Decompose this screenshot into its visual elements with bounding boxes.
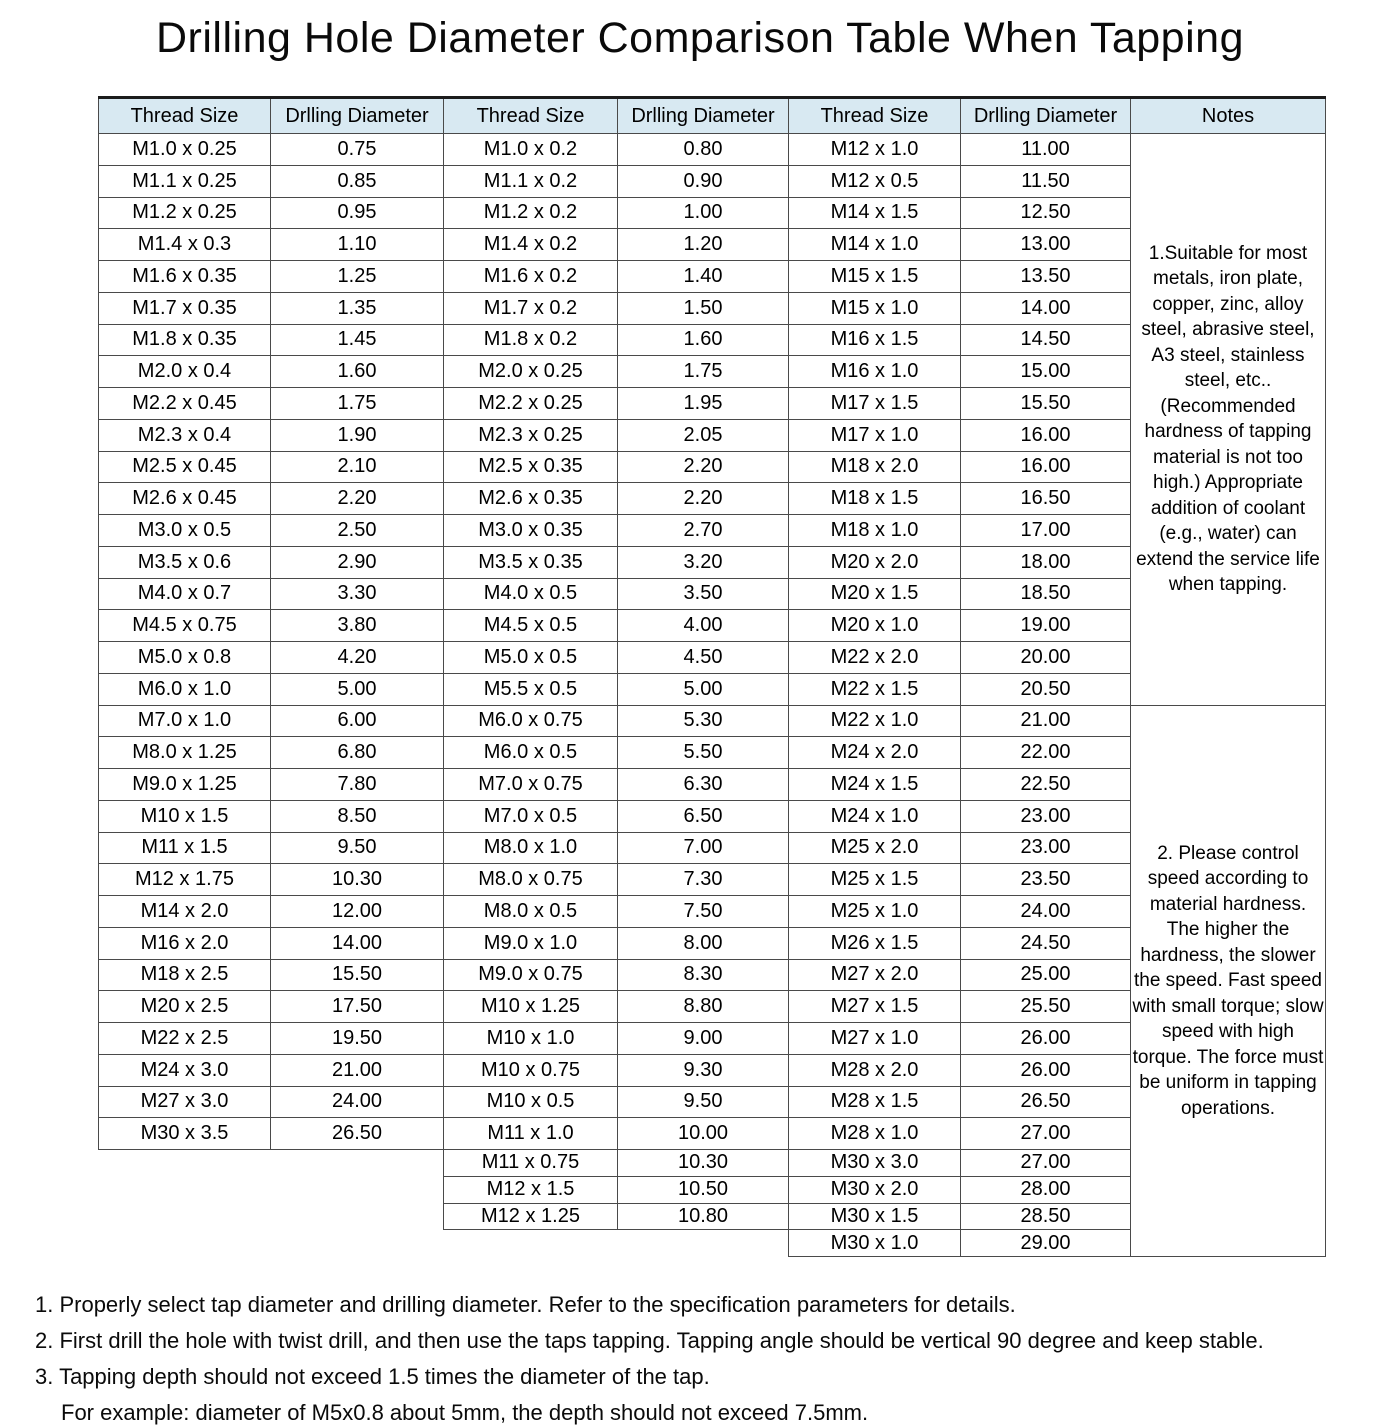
group1-thread-cell: M10 x 1.5 [99, 800, 271, 832]
group1-thread-cell: M12 x 1.75 [99, 864, 271, 896]
group3-drill-cell: 11.00 [961, 134, 1131, 166]
header-drilling-diameter-2: Drlling Diameter [618, 98, 789, 134]
group3-thread-cell: M26 x 1.5 [789, 927, 961, 959]
group1-thread-cell: M1.1 x 0.25 [99, 165, 271, 197]
group1-thread-cell: M1.8 x 0.35 [99, 324, 271, 356]
group3-thread-cell: M20 x 2.0 [789, 546, 961, 578]
group3-thread-cell: M25 x 1.0 [789, 896, 961, 928]
group2-thread-cell: M8.0 x 1.0 [444, 832, 618, 864]
group2-thread-cell: M2.0 x 0.25 [444, 356, 618, 388]
group2-thread-cell: M8.0 x 0.75 [444, 864, 618, 896]
group1-thread-cell: M5.0 x 0.8 [99, 642, 271, 674]
table-row [99, 134, 1326, 166]
group2-drill-cell: 10.80 [618, 1203, 789, 1230]
header-notes: Notes [1131, 98, 1326, 134]
group3-drill-cell: 23.00 [961, 800, 1131, 832]
group2-thread-cell: M2.3 x 0.25 [444, 419, 618, 451]
group2-thread-cell: M12 x 1.5 [444, 1176, 618, 1203]
group2-thread-cell: M1.1 x 0.2 [444, 165, 618, 197]
group2-thread-cell: M7.0 x 0.5 [444, 800, 618, 832]
group3-drill-cell: 28.50 [961, 1203, 1131, 1230]
group1-drill-cell: 1.60 [271, 356, 444, 388]
group3-drill-cell: 26.00 [961, 1023, 1131, 1055]
group3-thread-cell: M30 x 1.0 [789, 1230, 961, 1257]
group2-thread-cell: M1.0 x 0.2 [444, 134, 618, 166]
group2-thread-cell: M9.0 x 1.0 [444, 927, 618, 959]
group3-thread-cell: M15 x 1.0 [789, 292, 961, 324]
header-thread-size-1: Thread Size [99, 98, 271, 134]
group1-thread-cell: M7.0 x 1.0 [99, 705, 271, 737]
group2-drill-cell: 5.30 [618, 705, 789, 737]
group2-thread-cell: M11 x 1.0 [444, 1118, 618, 1150]
group1-thread-cell: M6.0 x 1.0 [99, 673, 271, 705]
group2-drill-cell: 2.05 [618, 419, 789, 451]
blank-cell [271, 1203, 444, 1230]
group3-thread-cell: M24 x 1.5 [789, 769, 961, 801]
group3-drill-cell: 15.50 [961, 388, 1131, 420]
group2-thread-cell: M2.2 x 0.25 [444, 388, 618, 420]
footer-note-3: 3. Tapping depth should not exceed 1.5 times the diameter of the tap. [35, 1364, 710, 1390]
group3-drill-cell: 20.50 [961, 673, 1131, 705]
group3-drill-cell: 14.00 [961, 292, 1131, 324]
group3-thread-cell: M28 x 1.5 [789, 1086, 961, 1118]
group3-drill-cell: 26.00 [961, 1054, 1131, 1086]
group3-drill-cell: 21.00 [961, 705, 1131, 737]
group2-drill-cell: 2.20 [618, 483, 789, 515]
notes-cell-2: 2. Please control speed according to material hardness. The higher the hardness, the slower the speed. Fast speed with small torque; slow speed with high torque. The force must be uniform in tapping operations. [1131, 705, 1326, 1257]
group1-drill-cell: 12.00 [271, 896, 444, 928]
group3-thread-cell: M24 x 1.0 [789, 800, 961, 832]
group3-thread-cell: M20 x 1.0 [789, 610, 961, 642]
group1-drill-cell: 1.25 [271, 261, 444, 293]
group2-drill-cell: 0.80 [618, 134, 789, 166]
group2-drill-cell: 8.00 [618, 927, 789, 959]
group2-thread-cell: M6.0 x 0.75 [444, 705, 618, 737]
group1-thread-cell: M2.2 x 0.45 [99, 388, 271, 420]
footer-note-3-example: For example: diameter of M5x0.8 about 5mm, the depth should not exceed 7.5mm. [61, 1400, 869, 1425]
group1-drill-cell: 1.10 [271, 229, 444, 261]
header-drilling-diameter-1: Drlling Diameter [271, 98, 444, 134]
group2-thread-cell: M8.0 x 0.5 [444, 896, 618, 928]
group3-drill-cell: 27.00 [961, 1118, 1131, 1150]
footer-note-1: 1. Properly select tap diameter and drilling diameter. Refer to the specification parameters for details. [35, 1292, 1016, 1318]
group3-thread-cell: M16 x 1.5 [789, 324, 961, 356]
group3-thread-cell: M25 x 1.5 [789, 864, 961, 896]
group3-drill-cell: 18.00 [961, 546, 1131, 578]
group3-drill-cell: 25.00 [961, 959, 1131, 991]
group2-thread-cell: M5.0 x 0.5 [444, 642, 618, 674]
group2-drill-cell: 2.20 [618, 451, 789, 483]
group2-drill-cell: 10.30 [618, 1150, 789, 1177]
table-row [99, 705, 1326, 737]
group3-thread-cell: M14 x 1.5 [789, 197, 961, 229]
group1-drill-cell: 2.20 [271, 483, 444, 515]
group1-thread-cell: M24 x 3.0 [99, 1054, 271, 1086]
group3-thread-cell: M20 x 1.5 [789, 578, 961, 610]
blank-cell [99, 1150, 271, 1177]
group1-drill-cell: 1.35 [271, 292, 444, 324]
group1-drill-cell: 3.80 [271, 610, 444, 642]
group2-drill-cell: 1.95 [618, 388, 789, 420]
table-header-row [99, 98, 1326, 134]
blank-cell [99, 1230, 271, 1257]
group3-thread-cell: M18 x 1.5 [789, 483, 961, 515]
group2-thread-cell: M10 x 1.0 [444, 1023, 618, 1055]
group1-thread-cell: M27 x 3.0 [99, 1086, 271, 1118]
group3-thread-cell: M14 x 1.0 [789, 229, 961, 261]
group3-thread-cell: M30 x 1.5 [789, 1203, 961, 1230]
group2-thread-cell: M2.6 x 0.35 [444, 483, 618, 515]
group3-drill-cell: 23.50 [961, 864, 1131, 896]
group2-drill-cell: 10.00 [618, 1118, 789, 1150]
group2-drill-cell: 7.00 [618, 832, 789, 864]
group2-drill-cell: 4.50 [618, 642, 789, 674]
header-thread-size-2: Thread Size [444, 98, 618, 134]
group1-drill-cell: 3.30 [271, 578, 444, 610]
group2-thread-cell: M2.5 x 0.35 [444, 451, 618, 483]
group1-thread-cell: M1.4 x 0.3 [99, 229, 271, 261]
group3-drill-cell: 16.00 [961, 451, 1131, 483]
group2-thread-cell: M10 x 0.75 [444, 1054, 618, 1086]
group3-drill-cell: 20.00 [961, 642, 1131, 674]
group1-drill-cell: 26.50 [271, 1118, 444, 1150]
group2-drill-cell: 8.30 [618, 959, 789, 991]
group1-thread-cell: M9.0 x 1.25 [99, 769, 271, 801]
group1-thread-cell: M18 x 2.5 [99, 959, 271, 991]
group1-drill-cell: 1.90 [271, 419, 444, 451]
group3-drill-cell: 15.00 [961, 356, 1131, 388]
group1-drill-cell: 2.50 [271, 515, 444, 547]
group1-drill-cell: 24.00 [271, 1086, 444, 1118]
group1-thread-cell: M1.2 x 0.25 [99, 197, 271, 229]
group3-thread-cell: M27 x 1.5 [789, 991, 961, 1023]
group1-drill-cell: 5.00 [271, 673, 444, 705]
footer-note-2: 2. First drill the hole with twist drill, and then use the taps tapping. Tapping angle should be vertical 90 degree and keep stable. [35, 1328, 1264, 1354]
group3-thread-cell: M24 x 2.0 [789, 737, 961, 769]
group2-thread-cell: M3.0 x 0.35 [444, 515, 618, 547]
header-thread-size-3: Thread Size [789, 98, 961, 134]
blank-cell [271, 1176, 444, 1203]
group1-thread-cell: M4.0 x 0.7 [99, 578, 271, 610]
group3-drill-cell: 24.50 [961, 927, 1131, 959]
group3-thread-cell: M27 x 2.0 [789, 959, 961, 991]
group2-drill-cell: 1.40 [618, 261, 789, 293]
group1-drill-cell: 6.00 [271, 705, 444, 737]
page [0, 14, 1400, 1425]
group3-thread-cell: M17 x 1.5 [789, 388, 961, 420]
group3-thread-cell: M22 x 1.5 [789, 673, 961, 705]
group3-drill-cell: 12.50 [961, 197, 1131, 229]
group2-drill-cell: 1.50 [618, 292, 789, 324]
group1-thread-cell: M8.0 x 1.25 [99, 737, 271, 769]
group3-thread-cell: M28 x 2.0 [789, 1054, 961, 1086]
group2-thread-cell: M6.0 x 0.5 [444, 737, 618, 769]
group3-thread-cell: M18 x 2.0 [789, 451, 961, 483]
group1-thread-cell: M1.6 x 0.35 [99, 261, 271, 293]
group1-thread-cell: M3.0 x 0.5 [99, 515, 271, 547]
group1-drill-cell: 4.20 [271, 642, 444, 674]
group1-thread-cell: M1.7 x 0.35 [99, 292, 271, 324]
group1-thread-cell: M22 x 2.5 [99, 1023, 271, 1055]
blank-cell [271, 1150, 444, 1177]
group3-thread-cell: M22 x 1.0 [789, 705, 961, 737]
group2-drill-cell: 1.20 [618, 229, 789, 261]
notes-cell-1: 1.Suitable for most metals, iron plate, copper, zinc, alloy steel, abrasive steel, A3 steel, stainless steel, etc..(Recommended hardness of tapping material is not too high.) Appropriate addition of coolant (e.g., water) can extend the service life when tapping. [1131, 134, 1326, 706]
group2-drill-cell: 3.20 [618, 546, 789, 578]
group2-drill-cell: 8.80 [618, 991, 789, 1023]
group2-drill-cell: 9.50 [618, 1086, 789, 1118]
group2-thread-cell: M11 x 0.75 [444, 1150, 618, 1177]
group1-drill-cell: 8.50 [271, 800, 444, 832]
group2-thread-cell: M3.5 x 0.35 [444, 546, 618, 578]
group2-thread-cell: M4.5 x 0.5 [444, 610, 618, 642]
group2-drill-cell: 9.00 [618, 1023, 789, 1055]
group1-drill-cell: 14.00 [271, 927, 444, 959]
blank-cell [271, 1230, 444, 1257]
group3-drill-cell: 28.00 [961, 1176, 1131, 1203]
group3-drill-cell: 19.00 [961, 610, 1131, 642]
group3-drill-cell: 16.50 [961, 483, 1131, 515]
group3-thread-cell: M27 x 1.0 [789, 1023, 961, 1055]
group1-drill-cell: 19.50 [271, 1023, 444, 1055]
group2-drill-cell: 4.00 [618, 610, 789, 642]
group2-drill-cell: 2.70 [618, 515, 789, 547]
group2-thread-cell: M10 x 0.5 [444, 1086, 618, 1118]
group1-thread-cell: M2.5 x 0.45 [99, 451, 271, 483]
group3-drill-cell: 13.50 [961, 261, 1131, 293]
group1-drill-cell: 0.85 [271, 165, 444, 197]
group1-thread-cell: M3.5 x 0.6 [99, 546, 271, 578]
group2-drill-cell: 3.50 [618, 578, 789, 610]
group1-thread-cell: M16 x 2.0 [99, 927, 271, 959]
group3-thread-cell: M12 x 0.5 [789, 165, 961, 197]
group2-thread-cell: M1.7 x 0.2 [444, 292, 618, 324]
group3-thread-cell: M25 x 2.0 [789, 832, 961, 864]
blank-cell [444, 1230, 618, 1257]
group2-drill-cell: 7.50 [618, 896, 789, 928]
group3-thread-cell: M28 x 1.0 [789, 1118, 961, 1150]
group1-drill-cell: 10.30 [271, 864, 444, 896]
group1-drill-cell: 1.75 [271, 388, 444, 420]
footer-notes [35, 1293, 1400, 1424]
group2-drill-cell: 6.30 [618, 769, 789, 801]
group3-drill-cell: 26.50 [961, 1086, 1131, 1118]
group3-drill-cell: 25.50 [961, 991, 1131, 1023]
group3-drill-cell: 23.00 [961, 832, 1131, 864]
group1-drill-cell: 2.90 [271, 546, 444, 578]
group3-thread-cell: M18 x 1.0 [789, 515, 961, 547]
blank-cell [618, 1230, 789, 1257]
group1-thread-cell: M2.0 x 0.4 [99, 356, 271, 388]
group1-drill-cell: 21.00 [271, 1054, 444, 1086]
group1-drill-cell: 2.10 [271, 451, 444, 483]
group3-drill-cell: 29.00 [961, 1230, 1131, 1257]
group3-thread-cell: M30 x 2.0 [789, 1176, 961, 1203]
group3-drill-cell: 27.00 [961, 1150, 1131, 1177]
blank-cell [99, 1176, 271, 1203]
group1-drill-cell: 17.50 [271, 991, 444, 1023]
group1-drill-cell: 9.50 [271, 832, 444, 864]
group1-thread-cell: M1.0 x 0.25 [99, 134, 271, 166]
group2-drill-cell: 10.50 [618, 1176, 789, 1203]
group2-thread-cell: M1.2 x 0.2 [444, 197, 618, 229]
group3-drill-cell: 17.00 [961, 515, 1131, 547]
group1-thread-cell: M2.6 x 0.45 [99, 483, 271, 515]
group3-drill-cell: 22.00 [961, 737, 1131, 769]
group3-drill-cell: 14.50 [961, 324, 1131, 356]
drilling-comparison-table [98, 96, 1326, 1257]
group2-drill-cell: 6.50 [618, 800, 789, 832]
group3-thread-cell: M15 x 1.5 [789, 261, 961, 293]
group3-thread-cell: M30 x 3.0 [789, 1150, 961, 1177]
group2-thread-cell: M4.0 x 0.5 [444, 578, 618, 610]
group3-drill-cell: 16.00 [961, 419, 1131, 451]
page-title: Drilling Hole Diameter Comparison Table When Tapping [156, 14, 1244, 62]
group1-drill-cell: 15.50 [271, 959, 444, 991]
group3-drill-cell: 24.00 [961, 896, 1131, 928]
group1-thread-cell: M11 x 1.5 [99, 832, 271, 864]
group3-drill-cell: 22.50 [961, 769, 1131, 801]
group2-drill-cell: 1.60 [618, 324, 789, 356]
group3-drill-cell: 11.50 [961, 165, 1131, 197]
header-drilling-diameter-3: Drlling Diameter [961, 98, 1131, 134]
group3-thread-cell: M16 x 1.0 [789, 356, 961, 388]
group2-thread-cell: M9.0 x 0.75 [444, 959, 618, 991]
group1-thread-cell: M30 x 3.5 [99, 1118, 271, 1150]
group1-drill-cell: 6.80 [271, 737, 444, 769]
group1-thread-cell: M4.5 x 0.75 [99, 610, 271, 642]
group2-drill-cell: 5.00 [618, 673, 789, 705]
group1-drill-cell: 0.75 [271, 134, 444, 166]
group2-thread-cell: M12 x 1.25 [444, 1203, 618, 1230]
group3-drill-cell: 18.50 [961, 578, 1131, 610]
group3-drill-cell: 13.00 [961, 229, 1131, 261]
group1-drill-cell: 0.95 [271, 197, 444, 229]
group2-drill-cell: 1.00 [618, 197, 789, 229]
group1-drill-cell: 1.45 [271, 324, 444, 356]
group2-thread-cell: M1.4 x 0.2 [444, 229, 618, 261]
group1-thread-cell: M20 x 2.5 [99, 991, 271, 1023]
group3-thread-cell: M22 x 2.0 [789, 642, 961, 674]
group2-thread-cell: M1.8 x 0.2 [444, 324, 618, 356]
group2-thread-cell: M7.0 x 0.75 [444, 769, 618, 801]
blank-cell [99, 1203, 271, 1230]
group1-drill-cell: 7.80 [271, 769, 444, 801]
group3-thread-cell: M17 x 1.0 [789, 419, 961, 451]
group2-drill-cell: 5.50 [618, 737, 789, 769]
group2-drill-cell: 7.30 [618, 864, 789, 896]
group2-drill-cell: 9.30 [618, 1054, 789, 1086]
group1-thread-cell: M2.3 x 0.4 [99, 419, 271, 451]
group2-drill-cell: 1.75 [618, 356, 789, 388]
group1-thread-cell: M14 x 2.0 [99, 896, 271, 928]
group2-drill-cell: 0.90 [618, 165, 789, 197]
group2-thread-cell: M5.5 x 0.5 [444, 673, 618, 705]
group2-thread-cell: M1.6 x 0.2 [444, 261, 618, 293]
group3-thread-cell: M12 x 1.0 [789, 134, 961, 166]
group2-thread-cell: M10 x 1.25 [444, 991, 618, 1023]
